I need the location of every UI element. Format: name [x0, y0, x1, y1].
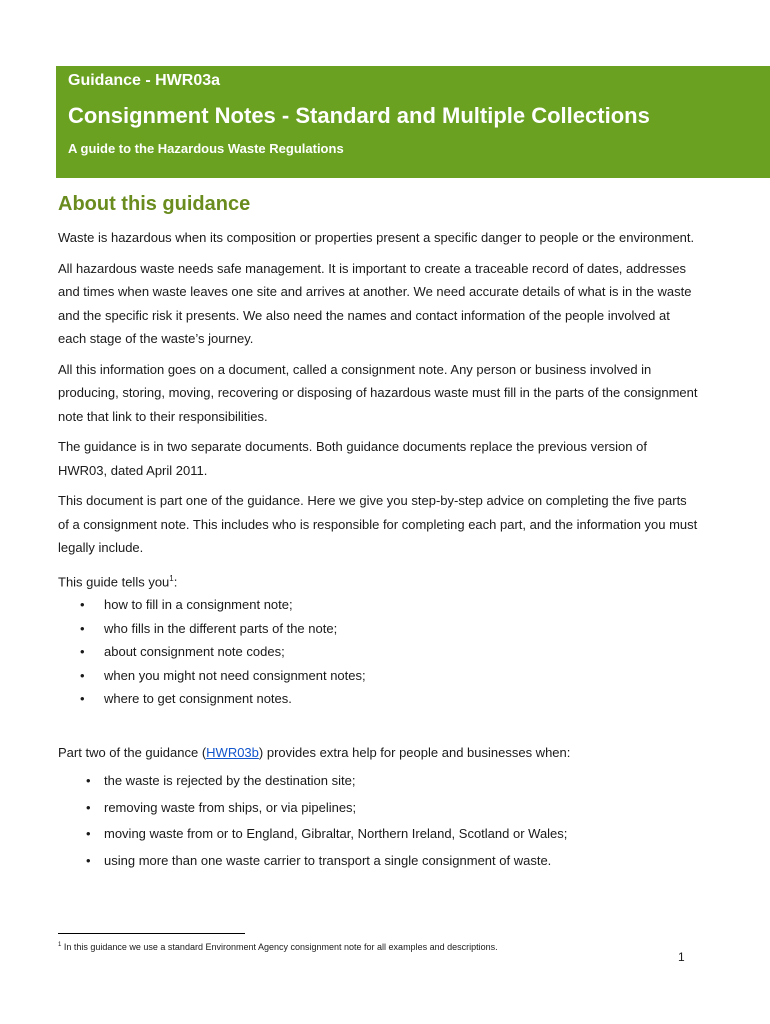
header-banner — [56, 66, 770, 178]
document-subtitle: A guide to the Hazardous Waste Regulations — [68, 141, 344, 156]
footnote — [58, 938, 498, 954]
paragraph-4: The guidance is in two separate documents. Both guidance documents replace the previous version of HWR03, dated April 2011. — [58, 439, 647, 478]
tells-intro — [58, 567, 698, 594]
list-item-text: how to fill in a consignment note; — [104, 597, 293, 613]
footnote-mark: 1 — [58, 942, 62, 948]
bullet-icon: • — [86, 773, 91, 789]
list-item — [58, 821, 698, 848]
part-two-after: ) provides extra help for people and businesses when: — [258, 744, 571, 760]
paragraph-5: This document is part one of the guidance. Here we give you step-by-step advice on completing the five parts of a consignment note. This includes who is responsible for completing each part, and the information you must legally include. — [58, 493, 698, 555]
list-item — [58, 593, 698, 617]
paragraph-1: Waste is hazardous when its composition or properties present a specific danger to people or the environment. — [58, 230, 695, 245]
paragraph-2: All hazardous waste needs safe management. It is important to create a traceable record of dates, addresses and times when waste leaves one site and arrives at another. We need accurate details of what is in the waste and the specific risk it presents. We also need the names and contact information of the people involved at each stage of the waste’s journey. — [58, 260, 692, 346]
bullet-icon: • — [80, 620, 85, 636]
footnote-divider — [58, 933, 245, 934]
tells-intro-colon: : — [173, 573, 178, 589]
hwr03b-link[interactable]: HWR03b — [206, 744, 259, 760]
list-item — [58, 848, 698, 875]
page-number: 1 — [678, 950, 685, 964]
document-title: Consignment Notes - Standard and Multiple Collections — [68, 103, 650, 128]
bullet-icon: • — [86, 852, 91, 868]
list-item-text: moving waste from or to England, Gibraltar, Northern Ireland, Scotland or Wales; — [104, 826, 568, 842]
list-item-text: who fills in the different parts of the note; — [104, 620, 338, 636]
list-item-text: removing waste from ships, or via pipelines; — [104, 799, 357, 815]
part-two-before: Part two of the guidance ( — [58, 744, 207, 760]
list-item-text: about consignment note codes; — [104, 644, 285, 660]
list-item-text: using more than one waste carrier to transport a single consignment of waste. — [104, 852, 552, 868]
list-item — [58, 795, 698, 822]
tells-intro-text: This guide tells you — [58, 573, 170, 589]
list-item — [58, 687, 698, 711]
bullet-icon: • — [80, 644, 85, 660]
tells-list — [58, 593, 698, 711]
section-heading: About this guidance — [58, 193, 251, 215]
footnote-reference[interactable]: 1 — [169, 573, 174, 583]
footnote-text: In this guidance we use a standard Environment Agency consignment note for all examples and descriptions. — [63, 942, 498, 952]
bullet-icon: • — [86, 826, 91, 842]
bullet-icon: • — [80, 667, 85, 683]
main-content — [58, 190, 698, 874]
bullet-icon: • — [80, 597, 85, 613]
guidance-code: Guidance - HWR03a — [68, 72, 221, 89]
paragraph-3: All this information goes on a document, called a consignment note. Any person or business involved in producing, storing, moving, recovering or disposing of hazardous waste must fill in the parts of the consignment note that link to their responsibilities. — [58, 361, 698, 424]
bullet-icon: • — [80, 691, 85, 707]
list-item-text: when you might not need consignment notes; — [104, 667, 366, 683]
bullet-icon: • — [86, 799, 91, 815]
part-two-list — [58, 768, 698, 874]
list-item-text: where to get consignment notes. — [104, 691, 292, 707]
list-item — [58, 768, 698, 795]
list-item — [58, 640, 698, 664]
list-item-text: the waste is rejected by the destination site; — [104, 773, 356, 789]
list-item — [58, 664, 698, 688]
list-item — [58, 617, 698, 641]
part-two-intro — [58, 741, 698, 765]
